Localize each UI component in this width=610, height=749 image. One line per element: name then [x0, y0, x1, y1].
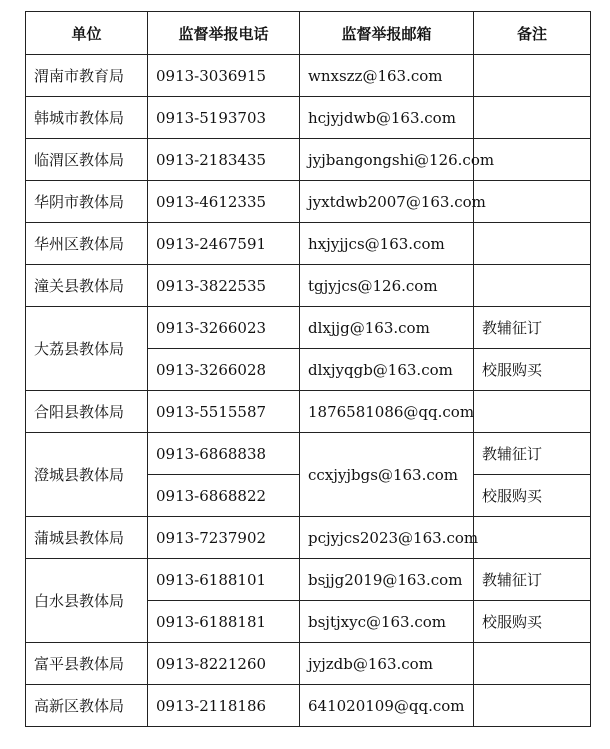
note-cell — [474, 55, 591, 97]
note-cell — [474, 391, 591, 433]
unit-cell: 澄城县教体局 — [26, 433, 148, 517]
table-row — [26, 517, 591, 559]
email-cell: 1876581086@qq.com — [300, 391, 474, 433]
phone-cell: 0913-3266028 — [148, 349, 300, 391]
table-row — [26, 55, 591, 97]
unit-cell: 潼关县教体局 — [26, 265, 148, 307]
phone-cell: 0913-6188181 — [148, 601, 300, 643]
email-cell: jyjzdb@163.com — [300, 643, 474, 685]
note-cell: 校服购买 — [474, 601, 591, 643]
unit-cell: 合阳县教体局 — [26, 391, 148, 433]
unit-cell: 华阴市教体局 — [26, 181, 148, 223]
header-row — [26, 12, 591, 55]
table-row — [26, 223, 591, 265]
phone-cell: 0913-3822535 — [148, 265, 300, 307]
unit-cell: 白水县教体局 — [26, 559, 148, 643]
phone-cell: 0913-6188101 — [148, 559, 300, 601]
unit-cell: 高新区教体局 — [26, 685, 148, 727]
header-phone: 监督举报电话 — [148, 12, 300, 55]
table-row — [26, 685, 591, 727]
email-cell: ccxjyjbgs@163.com — [300, 433, 474, 517]
phone-cell: 0913-2183435 — [148, 139, 300, 181]
note-cell — [474, 517, 591, 559]
table-row — [26, 97, 591, 139]
unit-cell: 渭南市教育局 — [26, 55, 148, 97]
email-cell: bsjjg2019@163.com — [300, 559, 474, 601]
table-row — [26, 433, 591, 475]
unit-cell: 韩城市教体局 — [26, 97, 148, 139]
supervision-contact-table — [25, 11, 591, 727]
note-cell — [474, 643, 591, 685]
email-cell: bsjtjxyc@163.com — [300, 601, 474, 643]
note-cell: 教辅征订 — [474, 559, 591, 601]
phone-cell: 0913-4612335 — [148, 181, 300, 223]
note-cell: 教辅征订 — [474, 307, 591, 349]
unit-cell: 大荔县教体局 — [26, 307, 148, 391]
unit-cell: 华州区教体局 — [26, 223, 148, 265]
phone-cell: 0913-3266023 — [148, 307, 300, 349]
table-row — [26, 139, 591, 181]
table-row — [26, 307, 591, 349]
phone-cell: 0913-8221260 — [148, 643, 300, 685]
phone-cell: 0913-7237902 — [148, 517, 300, 559]
unit-cell: 蒲城县教体局 — [26, 517, 148, 559]
email-cell: jyjbangongshi@126.com — [300, 139, 474, 181]
phone-cell: 0913-6868838 — [148, 433, 300, 475]
note-cell: 校服购买 — [474, 475, 591, 517]
note-cell — [474, 223, 591, 265]
phone-cell: 0913-2467591 — [148, 223, 300, 265]
table-row — [26, 643, 591, 685]
email-cell: tgjyjcs@126.com — [300, 265, 474, 307]
phone-cell: 0913-6868822 — [148, 475, 300, 517]
email-cell: jyxtdwb2007@163.com — [300, 181, 474, 223]
unit-cell: 临渭区教体局 — [26, 139, 148, 181]
note-cell — [474, 685, 591, 727]
email-cell: hxjyjjcs@163.com — [300, 223, 474, 265]
table-row — [26, 181, 591, 223]
phone-cell: 0913-5515587 — [148, 391, 300, 433]
phone-cell: 0913-3036915 — [148, 55, 300, 97]
phone-cell: 0913-2118186 — [148, 685, 300, 727]
note-cell — [474, 97, 591, 139]
email-cell: hcjyjdwb@163.com — [300, 97, 474, 139]
header-note: 备注 — [474, 12, 591, 55]
table-row — [26, 559, 591, 601]
email-cell: dlxjyqgb@163.com — [300, 349, 474, 391]
unit-cell: 富平县教体局 — [26, 643, 148, 685]
table-row — [26, 391, 591, 433]
note-cell: 校服购买 — [474, 349, 591, 391]
phone-cell: 0913-5193703 — [148, 97, 300, 139]
note-cell — [474, 265, 591, 307]
header-unit: 单位 — [26, 12, 148, 55]
table-row — [26, 265, 591, 307]
email-cell: 641020109@qq.com — [300, 685, 474, 727]
email-cell: dlxjjg@163.com — [300, 307, 474, 349]
header-email: 监督举报邮箱 — [300, 12, 474, 55]
email-cell: wnxszz@163.com — [300, 55, 474, 97]
note-cell — [474, 181, 591, 223]
note-cell: 教辅征订 — [474, 433, 591, 475]
email-cell: pcjyjcs2023@163.com — [300, 517, 474, 559]
